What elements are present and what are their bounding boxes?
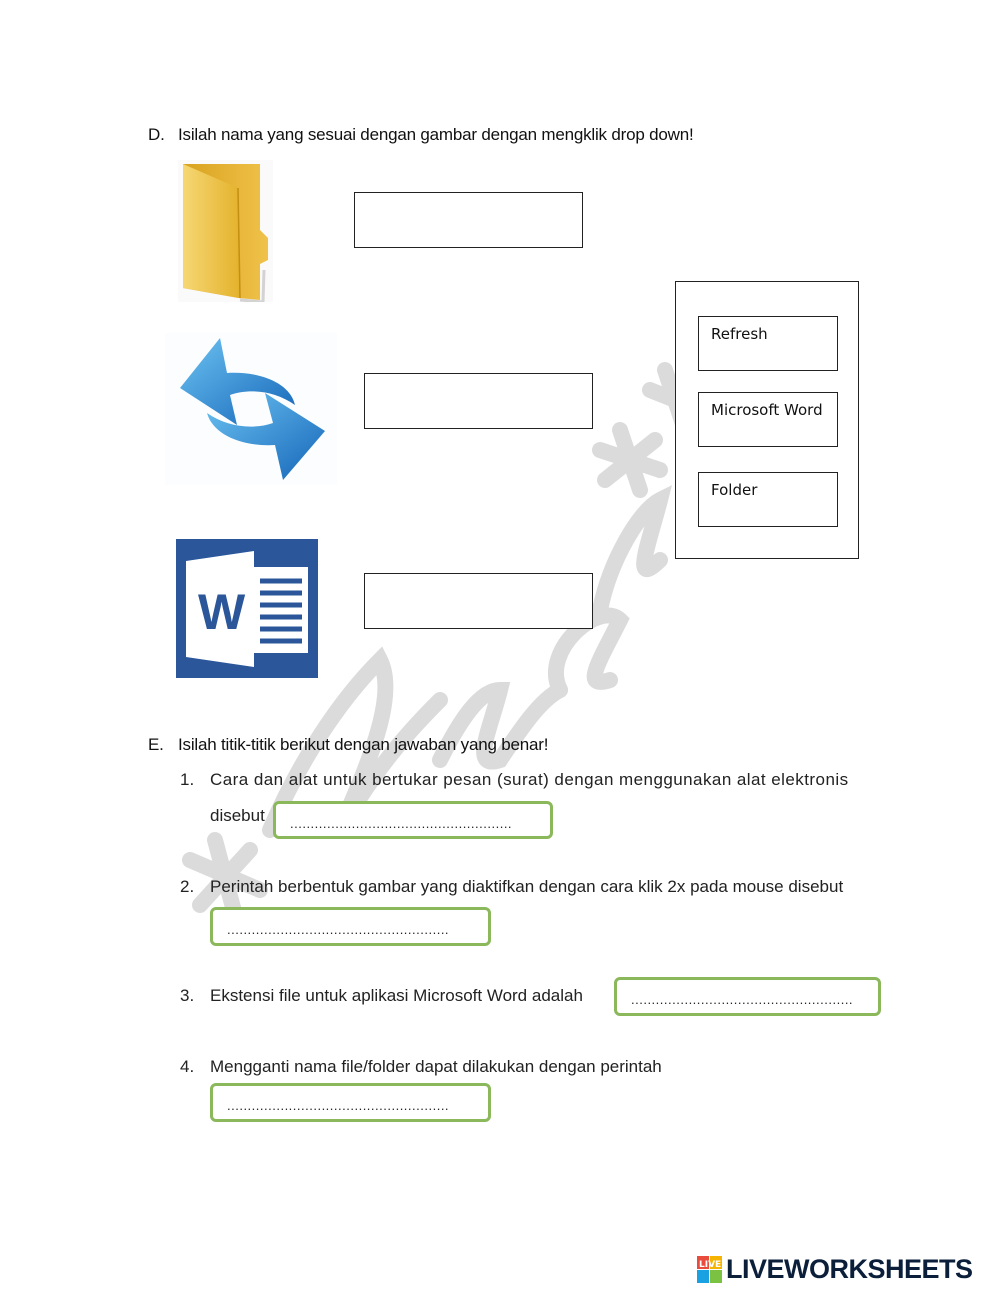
question-number: 2. xyxy=(180,877,195,896)
logo-badge-icon xyxy=(697,1256,723,1284)
word-bank xyxy=(675,281,859,559)
question-4 xyxy=(180,1057,780,1081)
question-2 xyxy=(180,877,900,901)
section-instruction: Isilah nama yang sesuai dengan gambar dengan mengklik drop down! xyxy=(178,125,694,144)
answer-box-folder[interactable] xyxy=(354,192,583,248)
answer-field-2[interactable]: ...................................................... xyxy=(210,907,491,946)
section-instruction: Isilah titik-titik berikut dengan jawaban yang benar! xyxy=(178,735,549,754)
microsoft-word-icon xyxy=(176,539,318,678)
question-text: Cara dan alat untuk bertukar pesan (surat) dengan menggunakan alat elektronis xyxy=(210,770,849,789)
answer-field-3[interactable]: ...................................................... xyxy=(614,977,881,1016)
question-number: 3. xyxy=(180,986,195,1005)
word-bank-item-refresh[interactable]: Refresh xyxy=(698,316,838,371)
question-number: 4. xyxy=(180,1057,195,1076)
question-text: Mengganti nama file/folder dapat dilakukan dengan perintah xyxy=(210,1057,662,1076)
word-bank-item-microsoft-word[interactable]: Microsoft Word xyxy=(698,392,838,447)
question-text: Perintah berbentuk gambar yang diaktifkan dengan cara klik 2x pada mouse disebut xyxy=(210,877,844,896)
answer-field-1[interactable]: ...................................................... xyxy=(273,801,553,839)
refresh-icon xyxy=(165,333,337,485)
logo-text: LIVEWORKSHEETS xyxy=(726,1254,973,1284)
question-number: 1. xyxy=(180,770,195,789)
svg-text:W: W xyxy=(198,584,246,640)
word-bank-item-folder[interactable]: Folder xyxy=(698,472,838,527)
question-text: Ekstensi file untuk aplikasi Microsoft Word adalah xyxy=(210,986,583,1005)
section-letter: E. xyxy=(148,735,164,754)
logo-badge-text: LIVE xyxy=(699,1260,722,1270)
answer-box-word[interactable] xyxy=(364,573,593,629)
section-letter: D. xyxy=(148,125,165,144)
question-text-cont: disebut xyxy=(210,806,265,825)
question-3 xyxy=(180,986,610,1010)
answer-field-4[interactable]: ...................................................... xyxy=(210,1083,491,1122)
folder-icon xyxy=(178,160,273,302)
answer-box-refresh[interactable] xyxy=(364,373,593,429)
